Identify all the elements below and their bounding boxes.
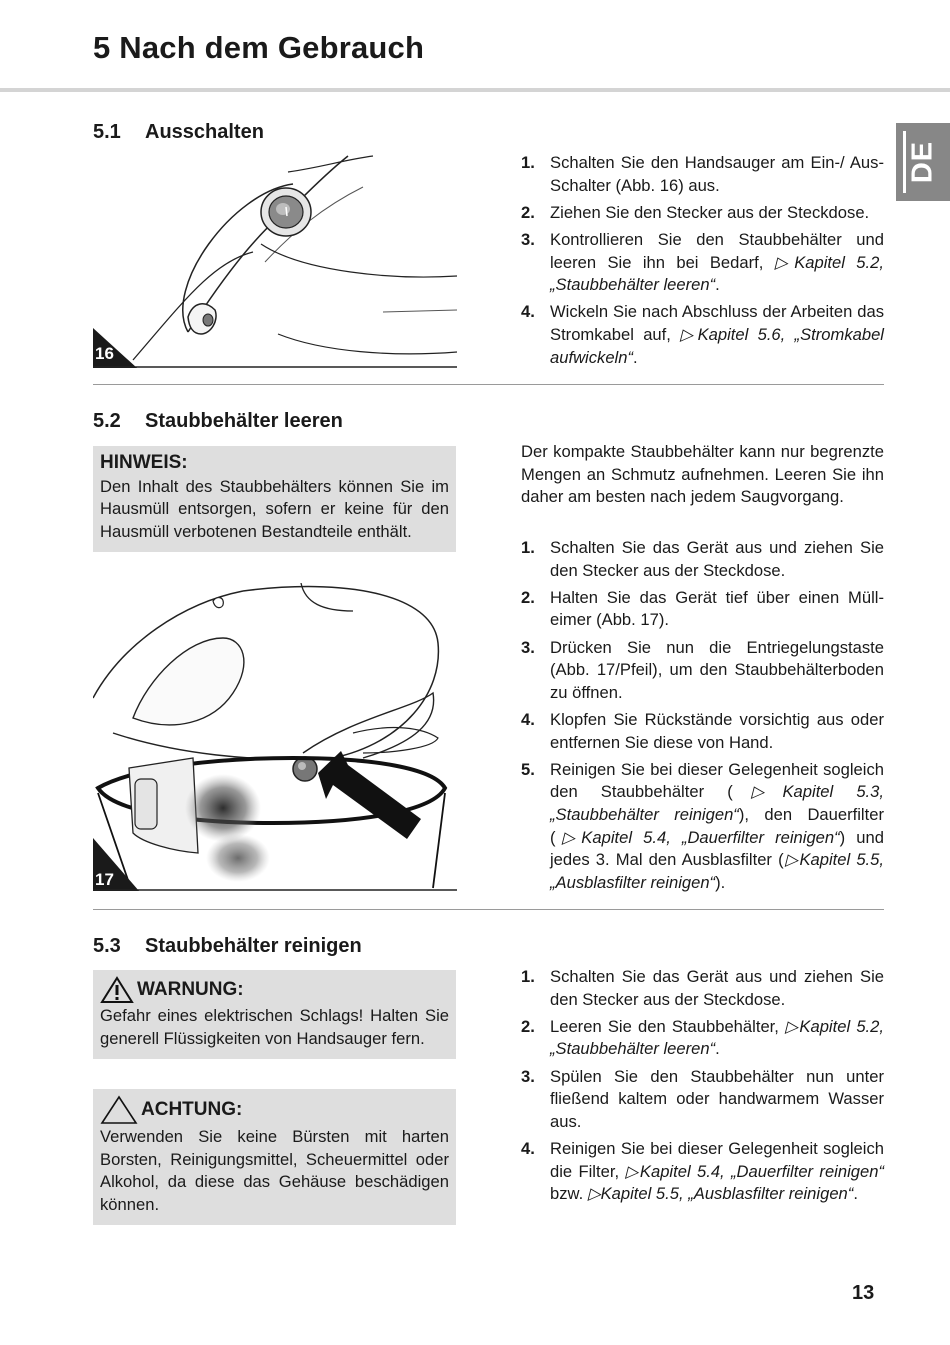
step-text: Schalten Sie das Gerät aus und ziehen Sie den Stecker aus der Steckdose. xyxy=(550,967,884,1009)
title-rule xyxy=(0,88,950,92)
caution-title: ACHTUNG: xyxy=(141,1098,243,1120)
chapter-reference: ▷Kapitel 5.2, „Staubbehälter leeren“ xyxy=(550,1016,884,1059)
caution-box xyxy=(93,1089,456,1225)
step-text: . xyxy=(853,1184,858,1204)
figure-16 xyxy=(93,152,457,368)
chapter-reference: ▷Kapitel 5.2, „Staubbehälter leeren“ xyxy=(550,252,884,295)
warning-box xyxy=(93,970,456,1059)
warning-title: WARNUNG: xyxy=(137,978,244,1000)
step-number: 3. xyxy=(521,637,535,657)
step-text: . xyxy=(633,347,638,367)
step-text: Halten Sie das Gerät tief über einen Mülleimer (Abb. 17). xyxy=(550,587,884,630)
step-text: Spülen Sie den Staubbehälter nun unter fließend kaltem oder handwarmem Wasser aus. xyxy=(550,1066,884,1131)
step-number: 1. xyxy=(521,967,535,986)
section-title: Staubbehälter reinigen xyxy=(145,935,362,957)
step-number: 1. xyxy=(521,538,535,557)
step-text: Reinigen Sie bei dieser Gelegenheit sogleich die Filter, xyxy=(550,1138,884,1181)
chapter-reference: ▷Kapitel 5.3, „Staubbehälter reinigen“ xyxy=(550,782,884,824)
step-item xyxy=(521,152,884,197)
step-item xyxy=(521,1138,884,1206)
step-number: 2. xyxy=(521,1016,535,1036)
step-item xyxy=(521,1066,884,1134)
step-number: 4. xyxy=(521,1138,535,1158)
step-text: Schalten Sie den Handsauger am Ein-/ Aus-Schalter (Abb. 16) aus. xyxy=(550,153,884,195)
step-text: ) und jedes 3. Mal den Ausblasfilter ( xyxy=(550,827,884,870)
step-number: 3. xyxy=(521,229,535,249)
step-item xyxy=(521,537,884,582)
step-number: 1. xyxy=(521,153,535,172)
warning-heading xyxy=(100,976,449,1004)
step-text: ), den Dauerfilter ( xyxy=(550,804,884,847)
step-text: Drücken Sie nun die Entriegelungstaste (Abb. 17/Pfeil), um den Staubbehälterboden zu öffnen. xyxy=(550,637,884,702)
note-box xyxy=(93,446,456,552)
page-title: 5 Nach dem Gebrauch xyxy=(93,30,425,65)
warning-triangle-icon xyxy=(100,976,134,1004)
step-number: 5. xyxy=(521,759,535,779)
language-tab-label: DE xyxy=(906,140,939,184)
figure-17 xyxy=(93,583,457,891)
chapter-reference: ▷Kapitel 5.4, „Dauerfilter reinigen“ xyxy=(555,827,840,847)
step-number: 3. xyxy=(521,1066,535,1086)
caution-triangle-icon xyxy=(100,1095,138,1125)
step-text: ). xyxy=(715,872,726,892)
handheld-vacuum-switch-illustration xyxy=(93,152,457,368)
step-number: 2. xyxy=(521,202,535,222)
step-text: Reinigen Sie bei dieser Gelegenheit sogleich den Staubbehälter ( xyxy=(550,759,884,802)
page-number: 13 xyxy=(852,1282,875,1304)
section-heading-5-1 xyxy=(93,121,264,144)
step-text: Wickeln Sie nach Abschluss der Arbeiten das Stromkabel auf, xyxy=(550,302,884,344)
chapter-reference: ▷Kapitel 5.5, „Ausblasfilter reinigen“ xyxy=(587,1184,854,1204)
step-text: Kontrollieren Sie den Staubbehälter und leeren Sie ihn bei Bedarf, xyxy=(550,229,884,272)
step-item xyxy=(521,637,884,705)
step-text: Leeren Sie den Staubbehälter, xyxy=(550,1016,786,1036)
section-divider xyxy=(93,909,884,910)
step-text: Schalten Sie das Gerät aus und ziehen Sie den Stecker aus der Steckdose. xyxy=(550,538,884,580)
caution-text: Verwenden Sie keine Bürsten mit harten Borsten, Reinigungsmittel, Scheuermittel oder Alkohol, da diese das Gehäuse beschädigen können. xyxy=(100,1127,449,1214)
steps-list-5-1 xyxy=(521,152,884,374)
section-number: 5.3 xyxy=(93,935,121,957)
section-heading-5-2 xyxy=(93,410,343,433)
note-text: Den Inhalt des Staubbehälters können Sie im Hausmüll entsorgen, sofern er keine für den Hausmüll verbotenen Bestandteile enthält. xyxy=(100,476,449,541)
step-number: 2. xyxy=(521,587,535,607)
section-title: Ausschalten xyxy=(145,121,264,143)
section-heading-5-3 xyxy=(93,935,362,958)
step-item xyxy=(521,229,884,297)
language-tab xyxy=(896,123,950,201)
section-intro: Der kompakte Staubbehälter kann nur begrenzte Mengen an Schmutz aufnehmen. Leeren Sie ihn daher am besten nach jedem Saugvorgang. xyxy=(521,442,884,507)
figure-number: 17 xyxy=(95,870,114,889)
step-text: bzw. xyxy=(550,1184,588,1204)
step-item xyxy=(521,759,884,895)
step-text: . xyxy=(715,275,720,295)
section-number: 5.1 xyxy=(93,121,121,143)
chapter-reference: ▷Kapitel 5.5, „Ausblasfilter reinigen“ xyxy=(550,850,884,892)
step-item xyxy=(521,1016,884,1061)
section-title: Staubbehälter leeren xyxy=(145,410,343,432)
warning-text: Gefahr eines elektrischen Schlags! Halten Sie generell Flüssigkeiten von Handsauger fern. xyxy=(100,1006,449,1048)
note-title: HINWEIS: xyxy=(100,452,188,473)
step-number: 4. xyxy=(521,302,535,322)
chapter-reference: ▷Kapitel 5.6, „Stromkabel aufwickeln“ xyxy=(550,324,884,367)
vacuum-emptying-illustration xyxy=(93,583,457,891)
step-item xyxy=(521,202,884,225)
step-item xyxy=(521,709,884,754)
step-text: Klopfen Sie Rückstände vorsichtig aus oder entfernen Sie diese von Hand. xyxy=(550,709,884,752)
step-number: 4. xyxy=(521,709,535,729)
step-text: . xyxy=(715,1039,720,1059)
steps-list-5-2 xyxy=(521,537,884,899)
section-number: 5.2 xyxy=(93,410,121,432)
steps-list-5-3 xyxy=(521,966,884,1210)
step-item xyxy=(521,587,884,632)
step-item xyxy=(521,301,884,369)
chapter-reference: ▷Kapitel 5.4, „Dauerfilter reinigen“ xyxy=(625,1161,884,1181)
section-divider xyxy=(93,384,884,385)
step-item xyxy=(521,966,884,1011)
figure-number: 16 xyxy=(95,344,114,363)
step-text: Ziehen Sie den Stecker aus der Steckdose. xyxy=(550,202,870,222)
caution-heading xyxy=(100,1095,449,1125)
